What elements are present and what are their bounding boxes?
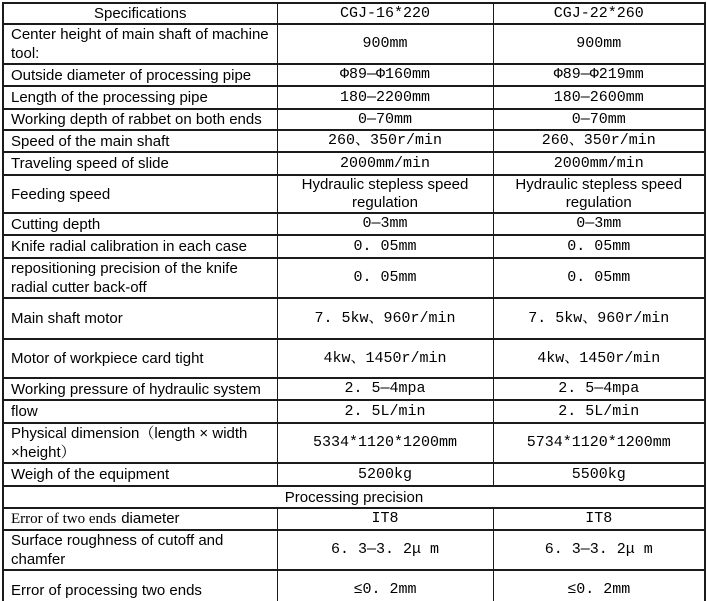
spec-row [3,298,705,339]
spec-row [3,378,705,400]
spec-row [3,423,705,463]
model2-header: CGJ-22*260 [493,3,705,24]
row-value-model1: 2. 5L/min [277,400,493,423]
row-label: Center height of main shaft of machine tool: [3,24,277,64]
row-label: Error of processing two ends [3,570,277,601]
row-label-serif-part: Error of two ends [11,511,117,527]
row-label [3,508,277,530]
spec-row [3,339,705,378]
precision-row [3,570,705,601]
row-label: Feeding speed [3,175,277,213]
row-label: Motor of workpiece card tight [3,339,277,378]
row-value-model2: 2. 5—4mpa [493,378,705,400]
row-label: flow [3,400,277,423]
row-value-model2: Φ89—Φ219mm [493,64,705,86]
row-value-model1: 0—3mm [277,213,493,235]
row-value-model2: IT8 [493,508,705,530]
row-label: Outside diameter of processing pipe [3,64,277,86]
row-value-model1: ≤0. 2mm [277,570,493,601]
specifications-table [2,2,706,601]
specifications-header: Specifications [3,3,277,24]
row-value-model1: 5334*1120*1200mm [277,423,493,463]
row-value-model1: Φ89—Φ160mm [277,64,493,86]
spec-row [3,130,705,152]
row-value-model1: 0—70mm [277,109,493,130]
row-value-model1: 6. 3—3. 2μ m [277,530,493,570]
spec-row [3,258,705,298]
spec-row [3,152,705,175]
spec-row [3,463,705,486]
row-label: Working pressure of hydraulic system [3,378,277,400]
row-label: Surface roughness of cutoff and chamfer [3,530,277,570]
row-value-model1: 0. 05mm [277,258,493,298]
model1-header: CGJ-16*220 [277,3,493,24]
row-value-model2: 7. 5kw、960r/min [493,298,705,339]
row-label: Length of the processing pipe [3,86,277,109]
row-value-model2: 180—2600mm [493,86,705,109]
row-label-sans-part: diameter [121,510,180,527]
spec-row [3,175,705,213]
row-value-model1: Hydraulic stepless speed regulation [277,175,493,213]
spec-row [3,400,705,423]
row-label: Speed of the main shaft [3,130,277,152]
row-label: repositioning precision of the knife radial cutter back-off [3,258,277,298]
spec-row [3,235,705,258]
row-value-model2: 0—3mm [493,213,705,235]
row-value-model2: 2. 5L/min [493,400,705,423]
row-value-model1: 4kw、1450r/min [277,339,493,378]
precision-row [3,508,705,530]
row-value-model2: 6. 3—3. 2μ m [493,530,705,570]
row-value-model2: 0—70mm [493,109,705,130]
row-label: Working depth of rabbet on both ends [3,109,277,130]
row-value-model2: 2000mm/min [493,152,705,175]
row-label: Weigh of the equipment [3,463,277,486]
row-label: Cutting depth [3,213,277,235]
spec-row [3,213,705,235]
row-label: Knife radial calibration in each case [3,235,277,258]
section-title: Processing precision [3,486,705,508]
row-label: Traveling speed of slide [3,152,277,175]
row-value-model2: 4kw、1450r/min [493,339,705,378]
precision-row [3,530,705,570]
row-value-model1: 7. 5kw、960r/min [277,298,493,339]
row-value-model2: 0. 05mm [493,235,705,258]
row-value-model2: 0. 05mm [493,258,705,298]
section-header-row [3,486,705,508]
header-row [3,3,705,24]
row-value-model1: 5200kg [277,463,493,486]
row-value-model2: 5500kg [493,463,705,486]
spec-row [3,109,705,130]
row-value-model1: IT8 [277,508,493,530]
spec-row [3,86,705,109]
row-value-model2: 900mm [493,24,705,64]
row-value-model1: 180—2200mm [277,86,493,109]
row-label: Main shaft motor [3,298,277,339]
row-value-model1: 0. 05mm [277,235,493,258]
row-value-model2: 260、350r/min [493,130,705,152]
row-label: Physical dimension（length × width ×height） [3,423,277,463]
row-value-model2: Hydraulic stepless speed regulation [493,175,705,213]
spec-row [3,24,705,64]
row-value-model1: 2. 5—4mpa [277,378,493,400]
row-value-model1: 2000mm/min [277,152,493,175]
row-value-model1: 260、350r/min [277,130,493,152]
row-value-model2: 5734*1120*1200mm [493,423,705,463]
row-value-model1: 900mm [277,24,493,64]
spec-row [3,64,705,86]
row-value-model2: ≤0. 2mm [493,570,705,601]
